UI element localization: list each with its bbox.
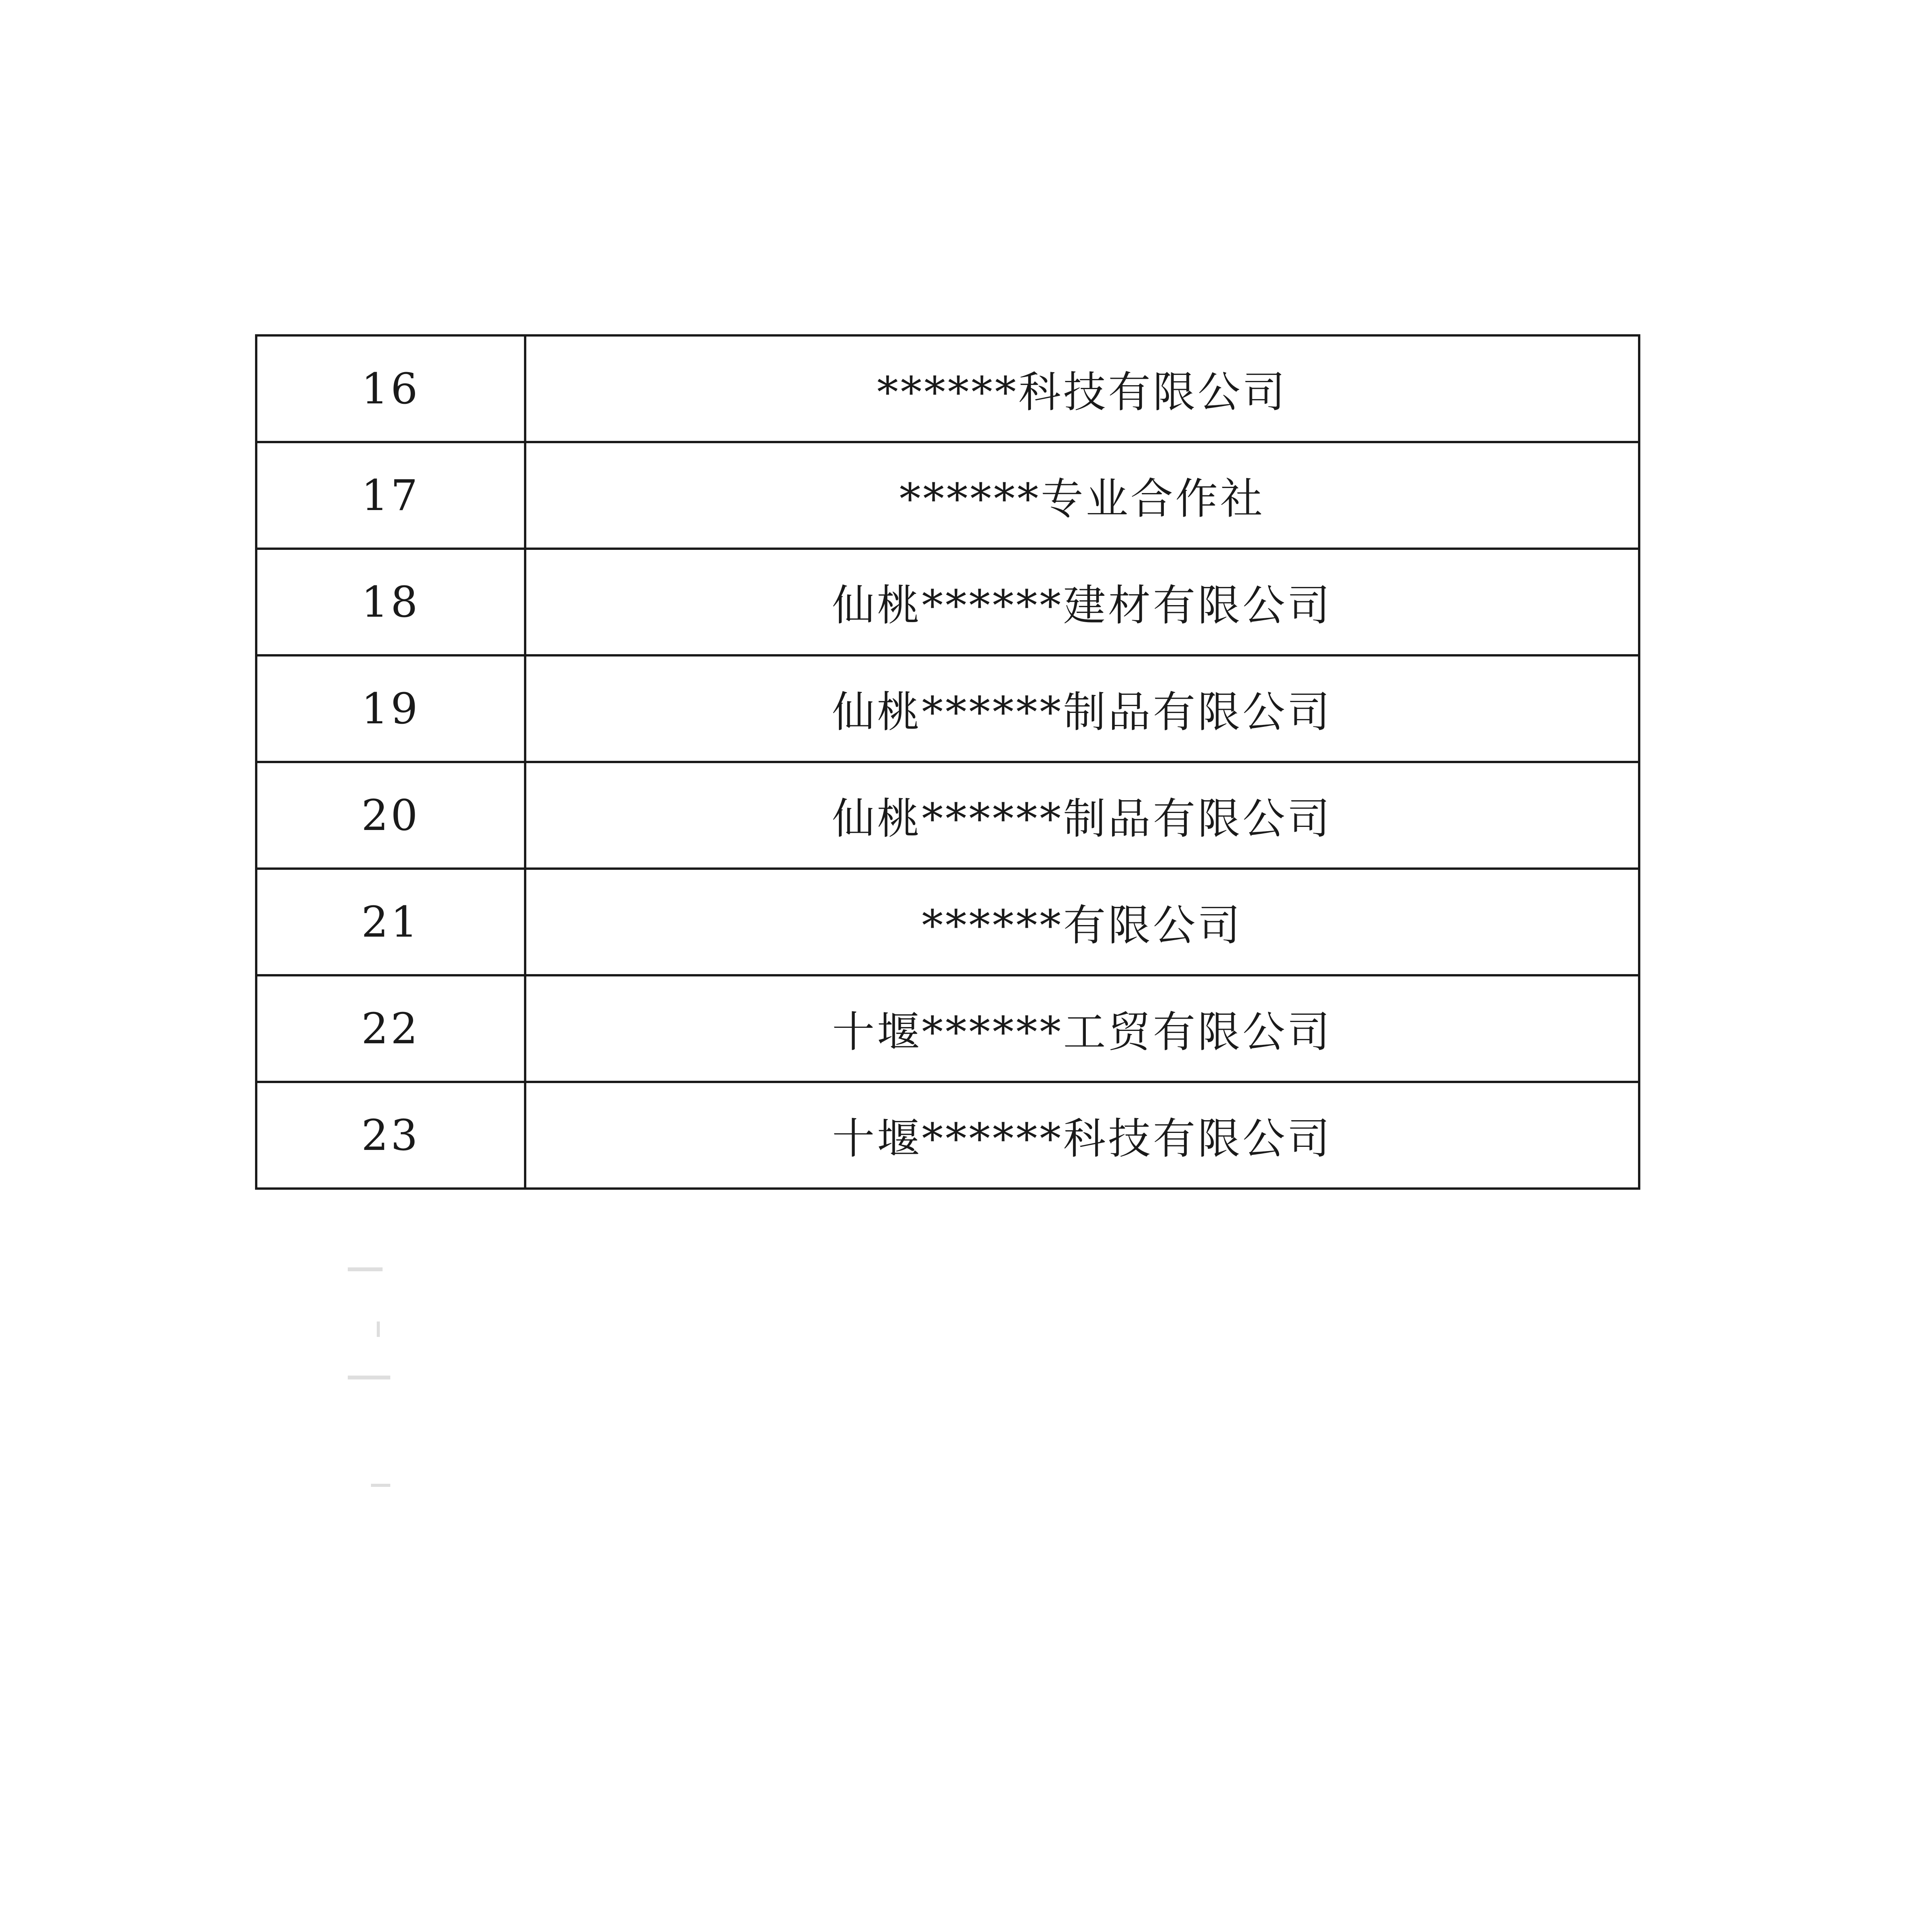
row-number: 17 [256,442,525,549]
scan-artifact [348,1267,383,1271]
row-number: 23 [256,1082,525,1189]
row-number: 20 [256,762,525,869]
table-row [256,869,1639,975]
company-list-table [255,334,1640,1190]
company-name: 十堰******科技有限公司 [525,1082,1639,1189]
company-name: 仙桃******制品有限公司 [525,762,1639,869]
table-row [256,655,1639,762]
scan-artifact [348,1376,390,1379]
row-number: 16 [256,335,525,442]
table-row [256,549,1639,655]
company-list-body [256,335,1639,1189]
company-name: ******科技有限公司 [525,335,1639,442]
table-row [256,762,1639,869]
row-number: 21 [256,869,525,975]
table-row [256,1082,1639,1189]
company-name: ******专业合作社 [525,442,1639,549]
company-name: 仙桃******建材有限公司 [525,549,1639,655]
company-name: ******有限公司 [525,869,1639,975]
table-row [256,975,1639,1082]
company-name: 仙桃******制品有限公司 [525,655,1639,762]
table-row [256,335,1639,442]
scan-artifact [377,1321,380,1337]
table-row [256,442,1639,549]
row-number: 18 [256,549,525,655]
row-number: 22 [256,975,525,1082]
row-number: 19 [256,655,525,762]
scan-artifact [371,1484,390,1487]
company-name: 十堰******工贸有限公司 [525,975,1639,1082]
